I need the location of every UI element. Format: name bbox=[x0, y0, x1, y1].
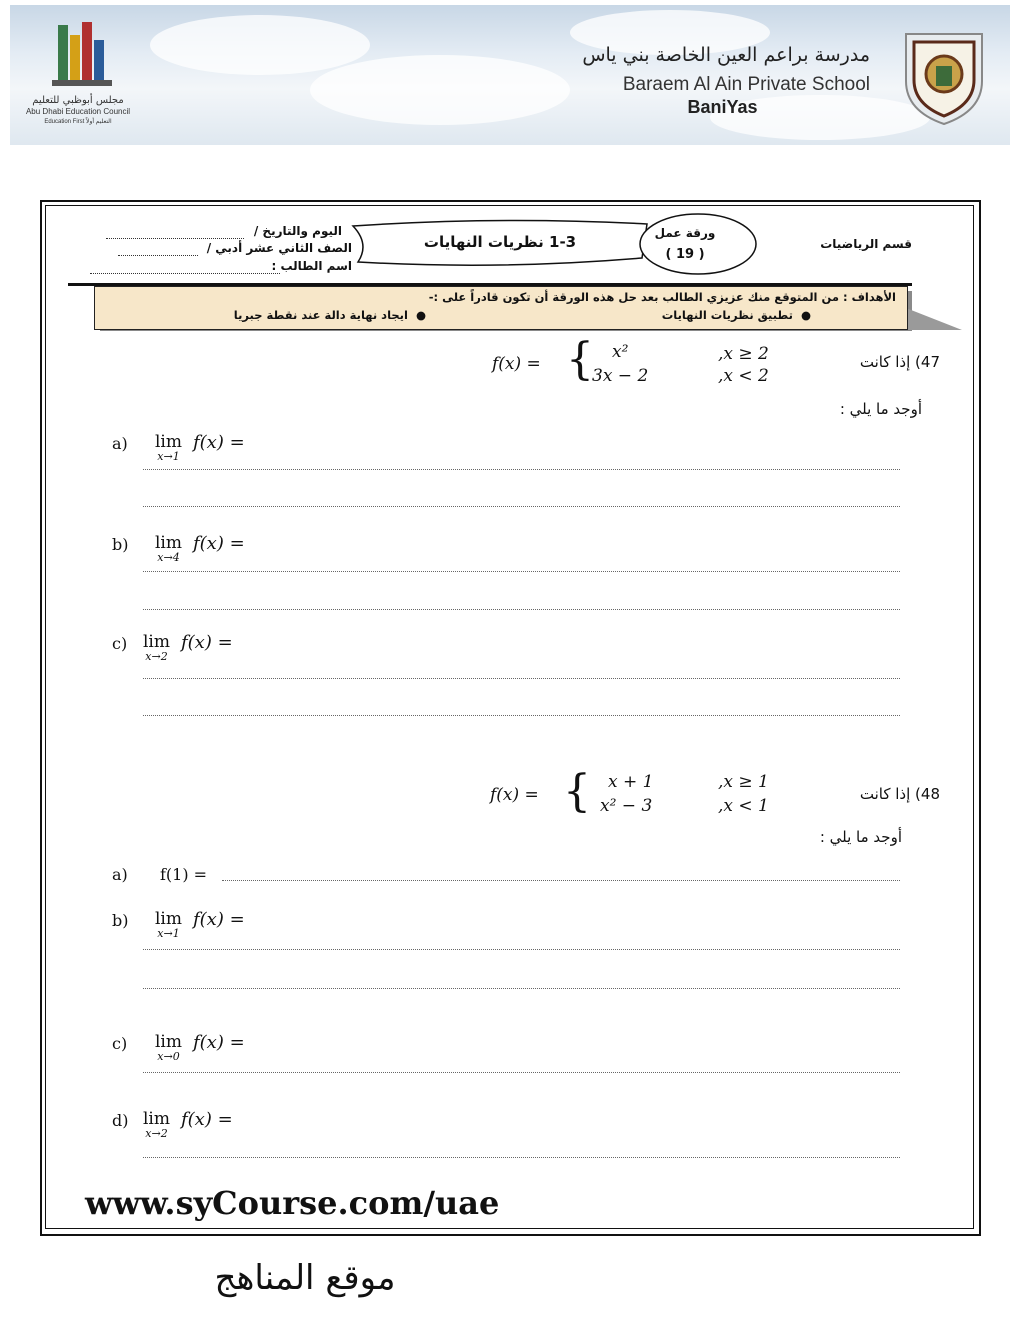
date-label: اليوم والتاريخ / bbox=[253, 224, 342, 238]
q48-fx: f(x) = bbox=[490, 785, 539, 805]
q47-case2-cond: ,x < 2 bbox=[718, 366, 769, 386]
q48-part-b-limit: lim x→1 bbox=[155, 909, 182, 940]
answer-line[interactable] bbox=[143, 571, 900, 572]
q47-part-a-label: a) bbox=[112, 434, 128, 453]
answer-line[interactable] bbox=[143, 715, 900, 716]
answer-line[interactable] bbox=[143, 1157, 900, 1158]
q47-fx: f(x) = bbox=[492, 354, 541, 374]
q48-case2-expr: x² − 3 bbox=[600, 796, 653, 816]
answer-line[interactable] bbox=[143, 1072, 900, 1073]
grade-label: الصف الثاني عشر أدبي / bbox=[206, 241, 352, 255]
answer-line[interactable] bbox=[143, 949, 900, 950]
answer-line[interactable] bbox=[143, 988, 900, 989]
grade-input-line[interactable] bbox=[118, 243, 198, 256]
q48-case2-cond: ,x < 1 bbox=[718, 796, 769, 816]
school-name-arabic: مدرسة براعم العين الخاصة بني ياس bbox=[582, 44, 870, 66]
q47-part-b-limit: lim x→4 bbox=[155, 533, 182, 564]
q47-heading bbox=[820, 353, 940, 371]
footer-site-name: موقع المناهج bbox=[214, 1258, 396, 1298]
q48-part-a-expr: f(1) = bbox=[160, 865, 208, 884]
q48-case1-cond: ,x ≥ 1 bbox=[718, 772, 769, 792]
q47-case1-cond: ,x ≥ 2 bbox=[718, 344, 769, 364]
worksheet-label: ورقة عمل bbox=[654, 226, 716, 240]
q48-part-d-label: d) bbox=[112, 1111, 129, 1130]
q48-part-d-expr: f(x) = bbox=[181, 1109, 233, 1130]
q48-part-c-limit: lim x→0 bbox=[155, 1032, 182, 1063]
q48-part-a-label: a) bbox=[112, 865, 128, 884]
q48-find-label: أوجد ما يلي : bbox=[819, 828, 902, 846]
q47-part-c-limit: lim x→2 bbox=[143, 632, 170, 663]
q47-brace: { bbox=[566, 334, 594, 385]
q47-part-c-expr: f(x) = bbox=[181, 632, 233, 653]
q48-part-b-expr: f(x) = bbox=[193, 909, 245, 930]
school-crest bbox=[900, 26, 988, 126]
answer-line[interactable] bbox=[143, 609, 900, 610]
q48-case1-expr: x + 1 bbox=[608, 772, 654, 792]
q47-part-c-label: c) bbox=[112, 634, 128, 653]
objective-item-1: ● تطبيق نظريات النهايات bbox=[661, 308, 811, 322]
objective-item-2: ● ايجاد نهاية دالة عند نقطة جبريا bbox=[233, 308, 426, 322]
q48-heading bbox=[820, 785, 940, 803]
q48-brace: { bbox=[563, 766, 591, 817]
answer-line[interactable] bbox=[143, 506, 900, 507]
date-input-line[interactable] bbox=[106, 226, 244, 239]
student-label: اسم الطالب : bbox=[271, 259, 352, 273]
q47-part-a-expr: f(x) = bbox=[193, 432, 245, 453]
worksheet-title: 1-3 نظريات النهايات bbox=[423, 233, 577, 251]
worksheet-number-oval bbox=[638, 212, 758, 276]
q48-if-label: إذا كانت bbox=[859, 785, 911, 803]
answer-line[interactable] bbox=[143, 469, 900, 470]
answer-line[interactable] bbox=[143, 678, 900, 679]
objectives-intro: الأهداف : من المتوقع منك عزيزي الطالب بعد حل هذه الورقة أن تكون قادراً على :- bbox=[428, 290, 896, 304]
q47-part-b-label: b) bbox=[112, 535, 129, 554]
answer-line[interactable] bbox=[222, 880, 900, 881]
council-name: مجلس أبوظبي للتعليم Abu Dhabi Education Council Education First التعليم أولاً bbox=[25, 95, 131, 125]
worksheet-number: ( 19 ) bbox=[665, 247, 705, 262]
q47-find-label: أوجد ما يلي : bbox=[839, 400, 922, 418]
q47-case2-expr: 3x − 2 bbox=[592, 366, 649, 386]
q48-part-c-label: c) bbox=[112, 1034, 128, 1053]
student-name-input-line[interactable] bbox=[90, 261, 280, 274]
q47-number: 47) bbox=[915, 353, 940, 371]
q47-case1-expr: x² bbox=[612, 342, 629, 362]
department: قسم الرياضيات bbox=[820, 237, 912, 251]
q47-if-label: إذا كانت bbox=[859, 353, 911, 371]
q48-part-d-limit: lim x→2 bbox=[143, 1109, 170, 1140]
q48-number: 48) bbox=[915, 785, 940, 803]
school-name-english: Baraem Al Ain Private School bbox=[622, 74, 870, 95]
school-city: BaniYas bbox=[687, 97, 758, 117]
education-council-logo bbox=[30, 20, 130, 95]
q48-part-c-expr: f(x) = bbox=[193, 1032, 245, 1053]
objectives-wedge bbox=[906, 308, 962, 330]
q47-part-a-limit: lim x→1 bbox=[155, 432, 182, 463]
q47-part-b-expr: f(x) = bbox=[193, 533, 245, 554]
footer-url[interactable]: www.syCourse.com/uae bbox=[85, 1184, 500, 1222]
q48-part-b-label: b) bbox=[112, 911, 129, 930]
